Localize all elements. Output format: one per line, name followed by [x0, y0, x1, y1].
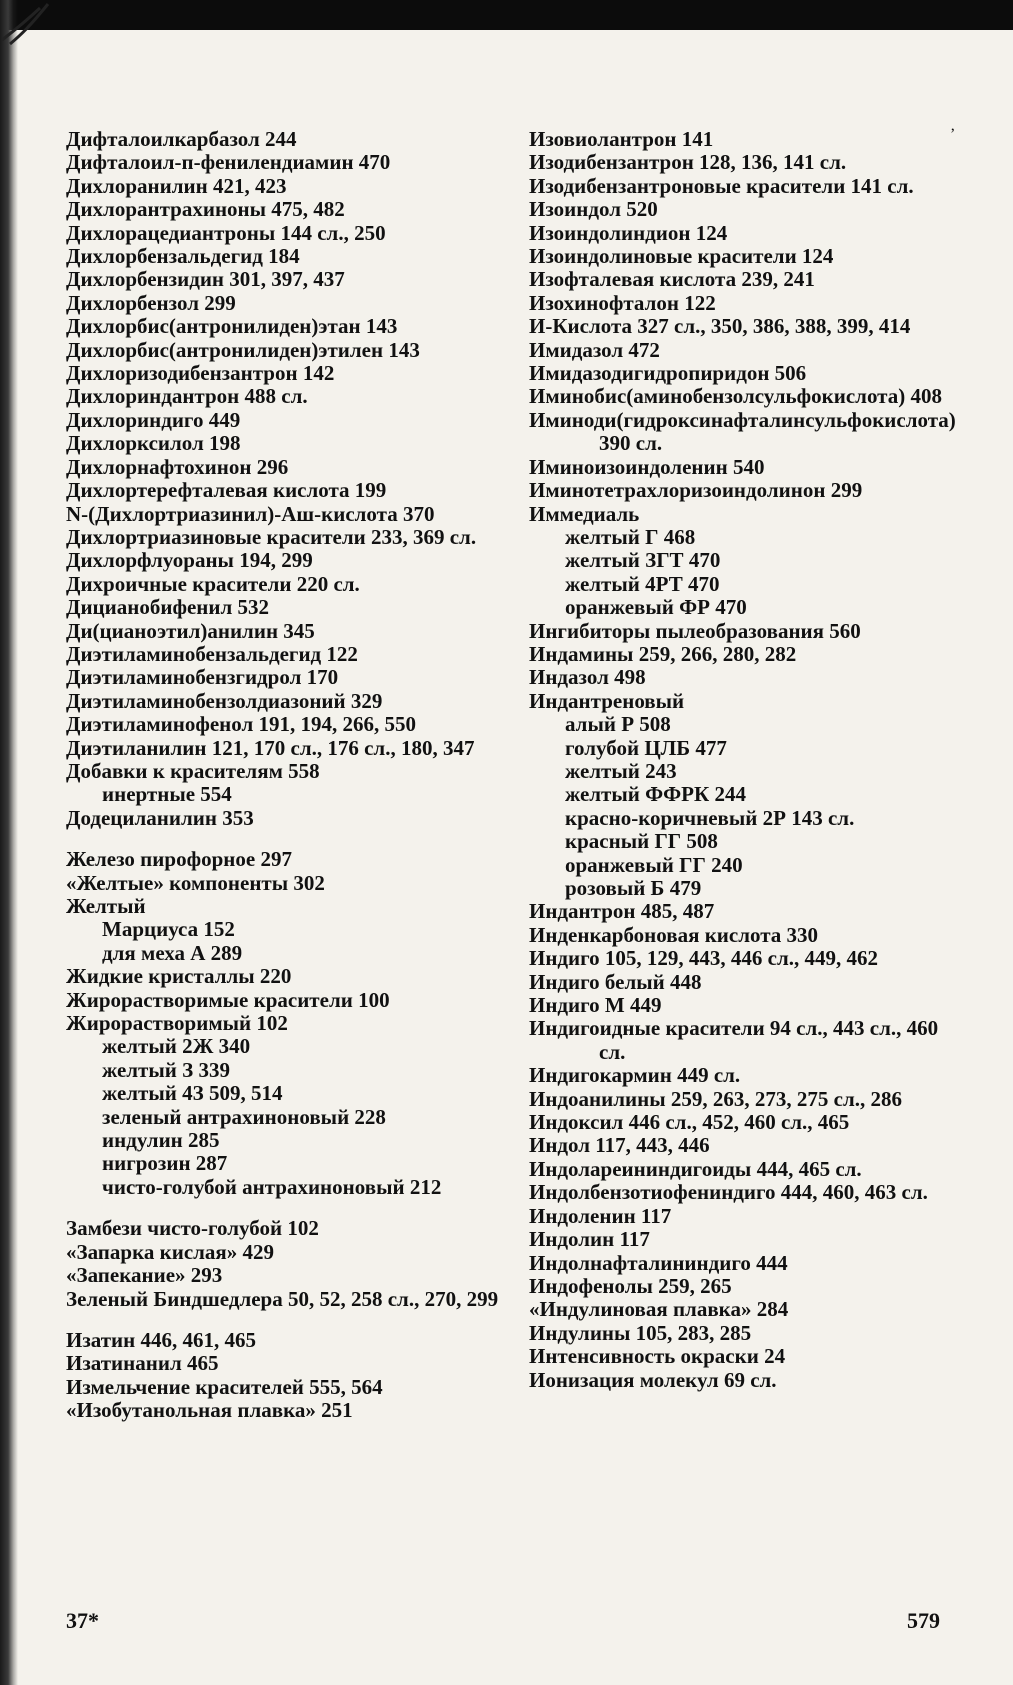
index-entry: Додециланилин 353 [66, 805, 254, 830]
index-entry: Дихлорбензидин 301, 397, 437 [66, 267, 345, 292]
index-column-right [529, 128, 954, 1392]
index-entry: Диэтиламинобензолдиазоний 329 [66, 688, 383, 713]
index-entry: N-(Дихлортриазинил)-Аш-кислота 370 [66, 501, 435, 526]
index-entry: Дифталоилкарбазол 244 [66, 127, 297, 151]
index-entry: Иминоди(гидроксинафталинсульфокислота) 390 сл. [529, 407, 956, 456]
index-entry: «Запекание» 293 [66, 1263, 223, 1288]
index-entry: Дихлорбис(антронилиден)этилен 143 [66, 337, 420, 362]
index-entry: Железо пирофорное 297 [66, 847, 292, 872]
index-entry: Индофенолы 259, 265 [529, 1273, 732, 1298]
index-subentry: розовый Б 479 [565, 876, 702, 900]
index-subentry: желтый 243 [565, 758, 677, 783]
index-subentry: желтый 4З 509, 514 [102, 1081, 283, 1106]
index-entry: Индигоидные красители 94 сл., 443 сл., 460 сл. [529, 1016, 939, 1064]
index-entry: Ионизация молекул 69 сл. [529, 1367, 777, 1392]
index-entry: Измельчение красителей 555, 564 [66, 1374, 383, 1399]
index-entry: Инденкарбоновая кислота 330 [529, 922, 819, 947]
index-entry: Индигокармин 449 сл. [529, 1063, 741, 1088]
index-subentry: красный ГГ 508 [565, 829, 718, 854]
index-entry: Диэтиламинобензгидрол 170 [66, 665, 339, 690]
margin-mark: ’ [950, 126, 956, 143]
index-entry: Индазол 498 [529, 665, 646, 690]
index-entry: Иминотетрахлоризоиндолинон 299 [529, 478, 863, 503]
index-subentry: инертные 554 [102, 782, 232, 807]
index-entry: Индиго 105, 129, 443, 446 сл., 449, 462 [529, 946, 879, 971]
index-entry: Диэтиламинофенол 191, 194, 266, 550 [66, 712, 417, 737]
index-entry: Индолбензотиофениндиго 444, 460, 463 сл. [529, 1180, 928, 1205]
index-entry: Дицианобифенил 532 [66, 595, 270, 620]
index-entry: Индиго белый 448 [529, 969, 702, 994]
index-entry: Индулины 105, 283, 285 [529, 1320, 752, 1345]
index-subentry: желтый 4РТ 470 [565, 571, 720, 596]
index-entry: Имидазодигидропиридон 506 [529, 361, 807, 386]
index-entry: Иминоизоиндоленин 540 [529, 454, 765, 479]
index-subentry: красно-коричневый 2Р 143 сл. [565, 805, 855, 830]
index-entry: Дихлортриазиновые красители 233, 369 сл. [66, 524, 477, 549]
index-entry: Дихлориндантрон 488 сл. [66, 384, 308, 409]
index-entry: Дихлорбис(антронилиден)этан 143 [66, 314, 398, 339]
index-entry: Дихлорксилол 198 [66, 431, 241, 456]
index-entry: Индолнафталининдиго 444 [529, 1250, 788, 1275]
index-entry: Индиго М 449 [529, 993, 662, 1018]
index-entry: Дифталоил-п-фенилендиамин 470 [66, 150, 391, 175]
index-entry: «Желтые» компоненты 302 [66, 870, 325, 895]
index-entry: Индолин 117 [529, 1227, 650, 1252]
index-column-left [66, 128, 506, 1423]
index-entry: Дихлорацедиантроны 144 сл., 250 [66, 220, 386, 245]
index-entry: Изатинанил 465 [66, 1351, 219, 1376]
index-entry: «Индулиновая плавка» 284 [529, 1297, 789, 1322]
index-entry: «Запарка кислая» 429 [66, 1239, 275, 1264]
index-entry: Дихлортерефталевая кислота 199 [66, 478, 387, 503]
signature-mark: 37* [66, 1608, 99, 1633]
index-entry: И-Кислота 327 сл., 350, 386, 388, 399, 414 [529, 314, 911, 339]
index-entry: Дихлориндиго 449 [66, 407, 241, 432]
index-subentry: индулин 285 [102, 1128, 220, 1153]
index-entry: Индолареининдигоиды 444, 465 сл. [529, 1156, 862, 1181]
index-entry: Замбези чисто-голубой 102 [66, 1216, 319, 1241]
index-entry: Изатин 446, 461, 465 [66, 1327, 256, 1352]
index-entry: Дихлорнафтохинон 296 [66, 454, 289, 479]
index-entry: Дихлорбензальдегид 184 [66, 244, 300, 269]
scan-left-edge [0, 0, 18, 1685]
index-entry: Иминобис(аминобензолсульфокислота) 408 [529, 384, 942, 409]
index-entry: Изоиндолиндион 124 [529, 220, 728, 245]
index-entry: Жирорастворимый 102 [66, 1011, 288, 1036]
index-entry: Диэтиланилин 121, 170 сл., 176 сл., 180, 347 [66, 735, 475, 760]
index-entry: Имидазол 472 [529, 337, 660, 362]
index-subentry: голубой ЦЛБ 477 [565, 735, 727, 760]
index-entry: Дихлоризодибензантрон 142 [66, 361, 335, 386]
index-entry: Индантреновый [529, 688, 685, 713]
index-entry: Индантрон 485, 487 [529, 899, 715, 924]
index-entry: Дихлорфлуораны 194, 299 [66, 548, 313, 573]
index-entry: Изоиндол 520 [529, 197, 658, 222]
page-number: 579 [907, 1608, 940, 1633]
index-entry: Изодибензантрон 128, 136, 141 сл. [529, 150, 847, 175]
index-entry: Иммедиаль [529, 501, 640, 526]
index-entry: Дихлоранилин 421, 423 [66, 173, 287, 198]
index-subentry: Марциуса 152 [102, 917, 235, 942]
index-subentry: алый Р 508 [565, 712, 671, 737]
index-entry: Изохинофталон 122 [529, 290, 716, 315]
index-entry: Дихлорбензол 299 [66, 290, 236, 315]
index-entry: «Изобутанольная плавка» 251 [66, 1398, 353, 1423]
index-entry: Ингибиторы пылеобразования 560 [529, 618, 861, 643]
index-subentry: чисто-голубой антрахиноновый 212 [102, 1174, 442, 1199]
index-entry: Дихлорантрахиноны 475, 482 [66, 197, 345, 222]
index-subentry: желтый 2Ж 340 [102, 1034, 251, 1059]
index-entry: Добавки к красителям 558 [66, 758, 320, 783]
index-entry: Изоиндолиновые красители 124 [529, 244, 834, 269]
index-entry: Жирорастворимые красители 100 [66, 987, 390, 1012]
index-subentry: желтый ЗГТ 470 [565, 548, 721, 573]
index-subentry: оранжевый ГГ 240 [565, 852, 743, 877]
index-entry: Индамины 259, 266, 280, 282 [529, 641, 797, 666]
index-subentry: желтый З 339 [102, 1057, 230, 1082]
index-entry: Индоанилины 259, 263, 273, 275 сл., 286 [529, 1086, 902, 1111]
index-entry: Изофталевая кислота 239, 241 [529, 267, 815, 292]
index-subentry: желтый Г 468 [565, 524, 696, 549]
index-entry: Зеленый Биндшедлера 50, 52, 258 сл., 270, 299 [66, 1286, 499, 1311]
corner-scribble-mark [0, 0, 70, 60]
index-entry: Дихроичные красители 220 сл. [66, 571, 360, 596]
index-entry: Изодибензантроновые красители 141 сл. [529, 173, 914, 198]
index-entry: Интенсивность окраски 24 [529, 1344, 786, 1369]
index-entry: Ди(цианоэтил)анилин 345 [66, 618, 315, 643]
index-entry: Жидкие кристаллы 220 [66, 964, 292, 989]
index-entry: Индоленин 117 [529, 1203, 672, 1228]
index-entry: Индол 117, 443, 446 [529, 1133, 710, 1158]
index-subentry: нигрозин 287 [102, 1151, 228, 1176]
index-entry: Диэтиламинобензальдегид 122 [66, 641, 358, 666]
index-subentry: оранжевый ФР 470 [565, 595, 747, 620]
index-subentry: зеленый антрахиноновый 228 [102, 1104, 386, 1129]
index-entry: Индоксил 446 сл., 452, 460 сл., 465 [529, 1110, 850, 1135]
index-entry: Желтый [66, 894, 146, 918]
index-entry: Изовиолантрон 141 [529, 127, 714, 151]
scan-top-border [0, 0, 1013, 30]
index-subentry: для меха А 289 [102, 940, 243, 965]
index-subentry: желтый ФФРК 244 [565, 782, 746, 807]
